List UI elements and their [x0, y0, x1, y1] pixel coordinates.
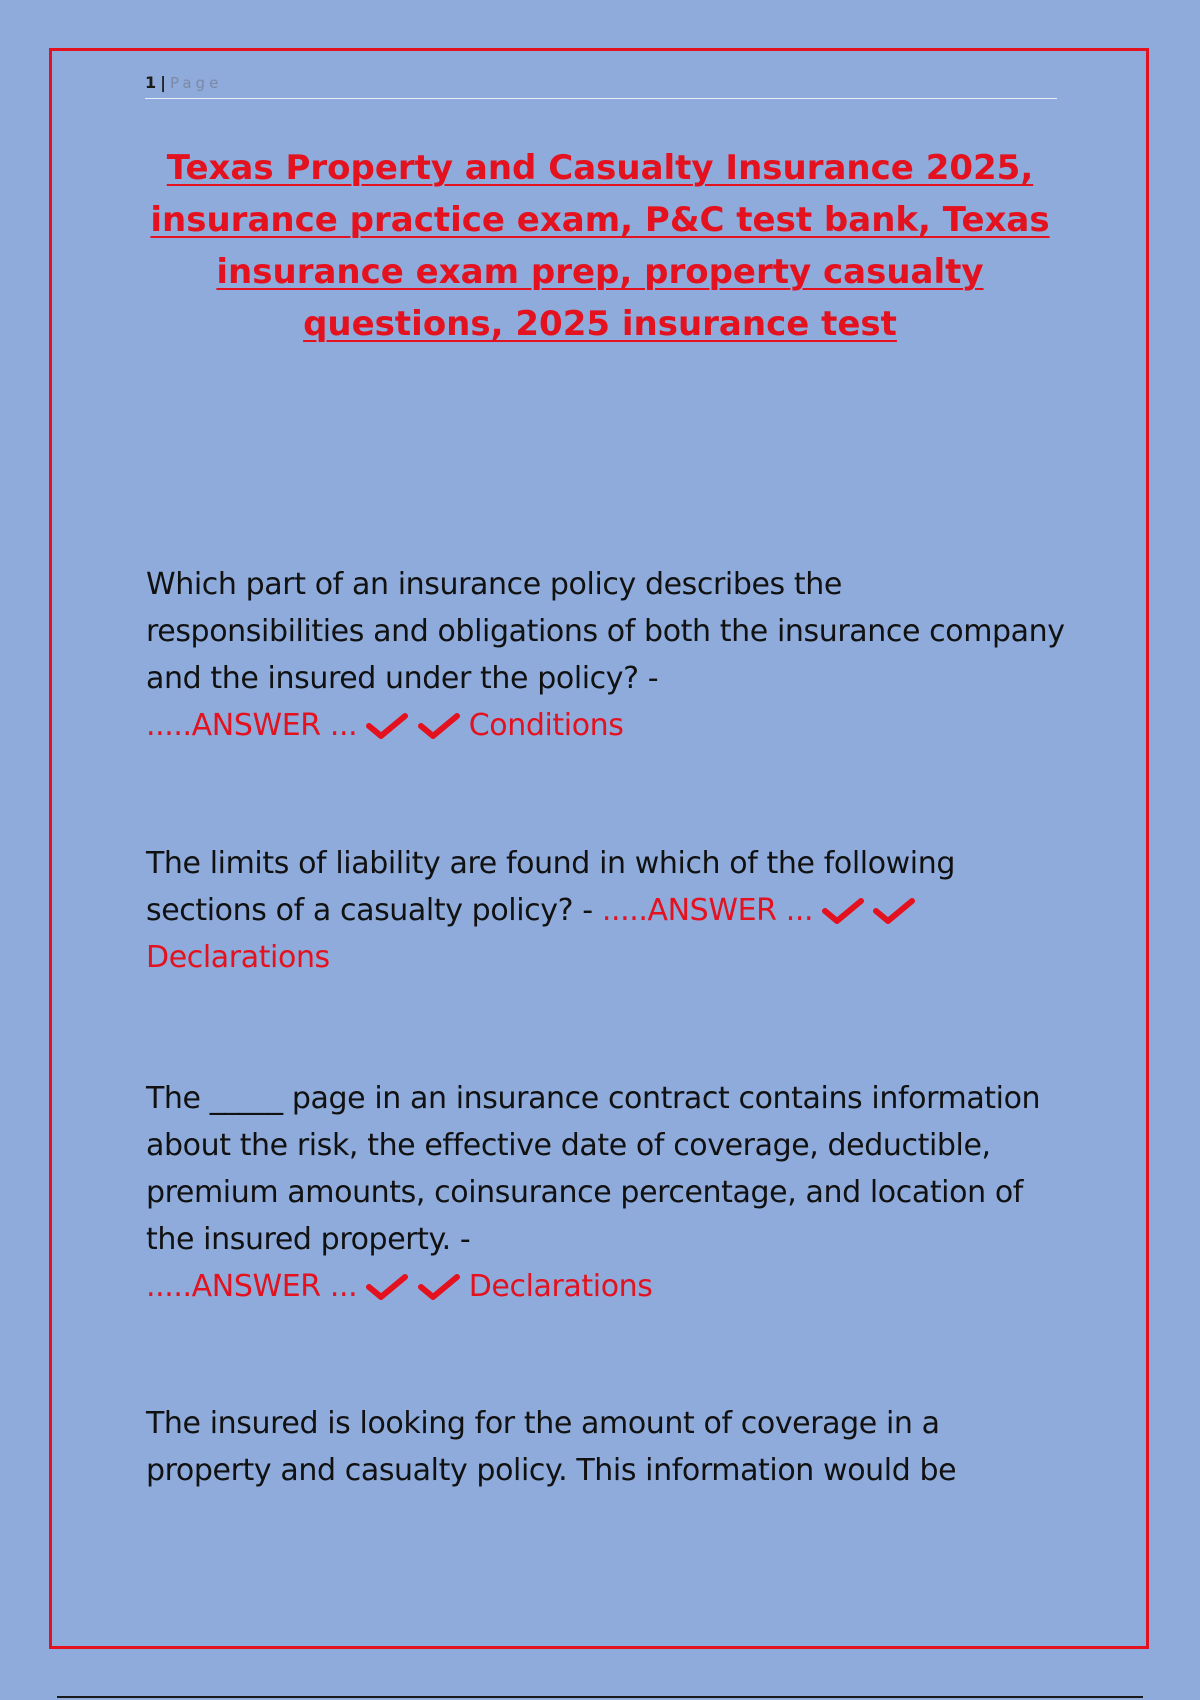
page-word: Page [169, 74, 223, 92]
page-number: 1 [145, 73, 157, 92]
answer-text: Declarations [146, 940, 330, 975]
qa-item-1 [146, 561, 1066, 749]
answer-text: Declarations [468, 1269, 653, 1304]
answer-prefix: .....ANSWER ... [146, 708, 358, 743]
checkmark-icon [873, 898, 915, 924]
document-title: Texas Property and Casualty Insurance 2025, insurance practice exam, P&C test bank, Texas insurance exam prep, property casualty questions, 2025 insurance test [150, 148, 1050, 344]
question-text: The limits of liability are found in which of the following sections of a casualty policy? - [146, 846, 955, 928]
checkmark-icon [822, 898, 864, 924]
qa-item-3 [146, 1075, 1066, 1310]
question-text: The _____ page in an insurance contract contains information about the risk, the effective date of coverage, deductible, premium amounts, coinsurance percentage, and location of the insured property. - [146, 1081, 1041, 1257]
question-text: The insured is looking for the amount of coverage in a property and casualty policy. This information would be [146, 1406, 957, 1488]
answer-prefix: .....ANSWER ... [601, 893, 814, 928]
question-text: Which part of an insurance policy describes the responsibilities and obligations of both the insurance company and the insured under the policy? - [146, 567, 1065, 696]
qa-item-2 [146, 840, 1066, 981]
answer-prefix: .....ANSWER ... [146, 1269, 358, 1304]
checkmark-icon [366, 1274, 408, 1300]
answer-text: Conditions [468, 708, 624, 743]
page-header [145, 70, 1057, 99]
page-separator: | [160, 73, 166, 92]
checkmark-icon [418, 1274, 460, 1300]
checkmark-icon [418, 713, 460, 739]
page-bottom-rule [57, 1696, 1143, 1698]
checkmark-icon [366, 713, 408, 739]
qa-item-4 [146, 1400, 1066, 1494]
